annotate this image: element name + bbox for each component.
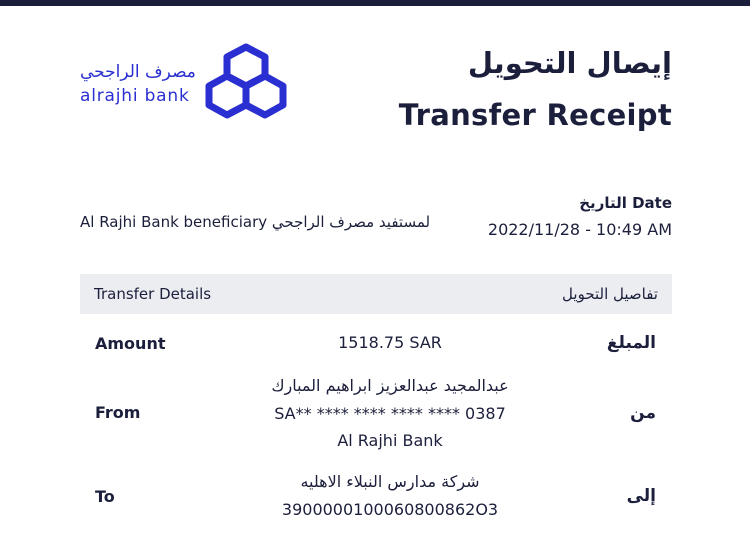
- from-label-arabic: من: [630, 403, 656, 423]
- sender-name: عبدالمجيد عبدالعزيز ابراهيم المبارك: [271, 376, 509, 395]
- section-title-arabic: تفاصيل التحويل: [562, 285, 658, 303]
- beneficiary-type: Al Rajhi Bank beneficiary لمستفيد مصرف الراجحي: [80, 213, 431, 231]
- sender-account: SA** **** **** **** **** 0387: [274, 404, 506, 423]
- to-label-arabic: إلى: [626, 486, 656, 506]
- recipient-account: 3900000100060800862O3: [281, 500, 499, 519]
- transfer-details-header: [80, 274, 672, 314]
- recipient-name: شركة مدارس النبلاء الاهليه: [300, 472, 480, 491]
- alrajhi-logo-icon: [205, 42, 287, 120]
- receipt-title-english: Transfer Receipt: [398, 98, 672, 132]
- date-label: التاريخ Date: [579, 194, 672, 212]
- receipt-title-arabic: إيصال التحويل: [467, 46, 672, 80]
- amount-label: Amount: [95, 334, 166, 353]
- bank-name-arabic: مصرف الراجحي: [80, 62, 196, 82]
- amount-label-arabic: المبلغ: [606, 333, 656, 353]
- to-label: To: [95, 487, 115, 506]
- amount-value: 1518.75 SAR: [338, 333, 442, 352]
- sender-bank: Al Rajhi Bank: [337, 431, 443, 450]
- top-bar: [0, 0, 750, 6]
- date-value: 2022/11/28 - 10:49 AM: [487, 220, 672, 239]
- bank-name-english: alrajhi bank: [80, 86, 190, 106]
- from-label: From: [95, 403, 141, 422]
- section-title-english: Transfer Details: [94, 285, 212, 303]
